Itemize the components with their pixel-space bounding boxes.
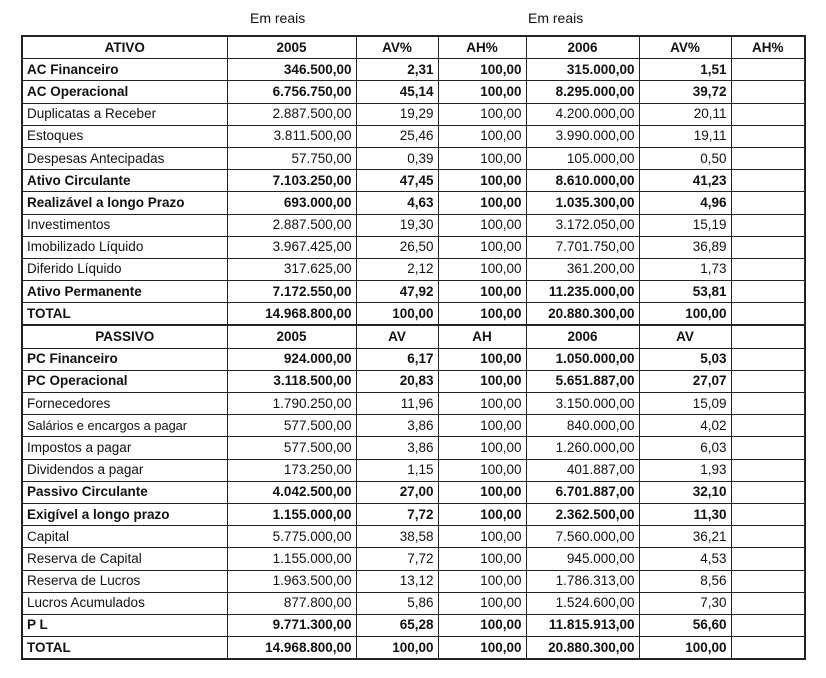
header-cell: PASSIVO [22, 325, 227, 348]
header-cell: 2005 [227, 36, 356, 59]
ah-2006 [731, 393, 805, 415]
av-2006: 56,60 [639, 614, 731, 636]
caption-2006: Em reais [528, 10, 584, 26]
av-2006: 53,81 [639, 281, 731, 303]
value-2005: 3.811.500,00 [227, 125, 356, 147]
ah-2006 [731, 637, 805, 660]
balance-sheet-table [21, 35, 806, 660]
row-label: TOTAL [22, 303, 227, 326]
ah-2005: 100,00 [438, 370, 526, 392]
av-2006: 1,51 [639, 59, 731, 81]
table-row [22, 370, 805, 392]
value-2005: 577.500,00 [227, 437, 356, 459]
ah-2005: 100,00 [438, 348, 526, 370]
header-cell: AH% [438, 36, 526, 59]
av-2005: 19,29 [356, 103, 438, 125]
row-label: P L [22, 614, 227, 636]
av-2006: 19,11 [639, 125, 731, 147]
av-2006: 4,53 [639, 548, 731, 570]
av-2005: 6,17 [356, 348, 438, 370]
ah-2005: 100,00 [438, 303, 526, 326]
value-2006: 3.172.050,00 [526, 214, 639, 236]
ah-2005: 100,00 [438, 236, 526, 258]
value-2006: 1.524.600,00 [526, 592, 639, 614]
table-row [22, 570, 805, 592]
table-row [22, 125, 805, 147]
table-row [22, 303, 805, 326]
ah-2006 [731, 103, 805, 125]
table-row [22, 348, 805, 370]
value-2005: 173.250,00 [227, 459, 356, 481]
ah-2005: 100,00 [438, 592, 526, 614]
av-2005: 7,72 [356, 503, 438, 525]
table-row [22, 236, 805, 258]
value-2005: 2.887.500,00 [227, 214, 356, 236]
value-2005: 57.750,00 [227, 147, 356, 169]
row-label: Despesas Antecipadas [22, 147, 227, 169]
av-2006: 7,30 [639, 592, 731, 614]
table-row [22, 459, 805, 481]
av-2006: 27,07 [639, 370, 731, 392]
ah-2006 [731, 303, 805, 326]
table-row [22, 481, 805, 503]
value-2005: 3.118.500,00 [227, 370, 356, 392]
av-2006: 20,11 [639, 103, 731, 125]
ah-2006 [731, 170, 805, 192]
row-label: TOTAL [22, 637, 227, 660]
row-label: Impostos a pagar [22, 437, 227, 459]
ah-2006 [731, 548, 805, 570]
row-label: PC Financeiro [22, 348, 227, 370]
row-label: Realizável a longo Prazo [22, 192, 227, 214]
header-cell: 2006 [526, 325, 639, 348]
value-2006: 3.150.000,00 [526, 393, 639, 415]
av-2005: 20,83 [356, 370, 438, 392]
av-2006: 11,30 [639, 503, 731, 525]
value-2005: 1.963.500,00 [227, 570, 356, 592]
value-2006: 7.560.000,00 [526, 526, 639, 548]
ah-2006 [731, 415, 805, 437]
av-2005: 45,14 [356, 81, 438, 103]
av-2005: 11,96 [356, 393, 438, 415]
value-2006: 8.295.000,00 [526, 81, 639, 103]
value-2005: 14.968.800,00 [227, 303, 356, 326]
row-label: Ativo Circulante [22, 170, 227, 192]
header-cell: AH [438, 325, 526, 348]
ah-2005: 100,00 [438, 415, 526, 437]
av-2006: 100,00 [639, 637, 731, 660]
ativo-section [22, 36, 805, 325]
value-2006: 8.610.000,00 [526, 170, 639, 192]
ah-2005: 100,00 [438, 192, 526, 214]
ah-2005: 100,00 [438, 59, 526, 81]
value-2005: 4.042.500,00 [227, 481, 356, 503]
ah-2005: 100,00 [438, 170, 526, 192]
ah-2006 [731, 526, 805, 548]
table-row [22, 548, 805, 570]
value-2006: 4.200.000,00 [526, 103, 639, 125]
value-2005: 693.000,00 [227, 192, 356, 214]
av-2006: 6,03 [639, 437, 731, 459]
ah-2005: 100,00 [438, 437, 526, 459]
av-2005: 38,58 [356, 526, 438, 548]
value-2005: 14.968.800,00 [227, 637, 356, 660]
av-2006: 1,73 [639, 258, 731, 280]
value-2006: 11.235.000,00 [526, 281, 639, 303]
ah-2006 [731, 348, 805, 370]
value-2006: 361.200,00 [526, 258, 639, 280]
header-cell: 2006 [526, 36, 639, 59]
av-2005: 2,31 [356, 59, 438, 81]
row-label: PC Operacional [22, 370, 227, 392]
av-2006: 100,00 [639, 303, 731, 326]
row-label: Reserva de Capital [22, 548, 227, 570]
ah-2005: 100,00 [438, 281, 526, 303]
ah-2006 [731, 503, 805, 525]
table-row [22, 393, 805, 415]
value-2006: 105.000,00 [526, 147, 639, 169]
av-2005: 1,15 [356, 459, 438, 481]
value-2005: 577.500,00 [227, 415, 356, 437]
ah-2005: 100,00 [438, 526, 526, 548]
value-2005: 9.771.300,00 [227, 614, 356, 636]
av-2006: 36,89 [639, 236, 731, 258]
ah-2006 [731, 614, 805, 636]
table-row [22, 81, 805, 103]
ah-2005: 100,00 [438, 147, 526, 169]
ah-2006 [731, 258, 805, 280]
ah-2005: 100,00 [438, 570, 526, 592]
table-row [22, 192, 805, 214]
av-2005: 47,92 [356, 281, 438, 303]
value-2005: 7.103.250,00 [227, 170, 356, 192]
ah-2005: 100,00 [438, 637, 526, 660]
table-row [22, 415, 805, 437]
ativo-header-row [22, 36, 805, 59]
table-row [22, 258, 805, 280]
ah-2006 [731, 236, 805, 258]
value-2006: 1.035.300,00 [526, 192, 639, 214]
ah-2005: 100,00 [438, 548, 526, 570]
av-2005: 26,50 [356, 236, 438, 258]
row-label: Estoques [22, 125, 227, 147]
row-label: Duplicatas a Receber [22, 103, 227, 125]
value-2006: 1.260.000,00 [526, 437, 639, 459]
av-2006: 4,96 [639, 192, 731, 214]
av-2005: 19,30 [356, 214, 438, 236]
value-2006: 401.887,00 [526, 459, 639, 481]
row-label: Exigível a longo prazo [22, 503, 227, 525]
header-cell: AV [356, 325, 438, 348]
ah-2005: 100,00 [438, 103, 526, 125]
ah-2005: 100,00 [438, 481, 526, 503]
passivo-header-row [22, 325, 805, 348]
row-label: AC Operacional [22, 81, 227, 103]
value-2006: 3.990.000,00 [526, 125, 639, 147]
av-2005: 7,72 [356, 548, 438, 570]
row-label: Fornecedores [22, 393, 227, 415]
table-row [22, 147, 805, 169]
value-2005: 6.756.750,00 [227, 81, 356, 103]
value-2005: 924.000,00 [227, 348, 356, 370]
av-2006: 4,02 [639, 415, 731, 437]
value-2005: 2.887.500,00 [227, 103, 356, 125]
ah-2005: 100,00 [438, 393, 526, 415]
table-row [22, 614, 805, 636]
value-2005: 317.625,00 [227, 258, 356, 280]
table-row [22, 214, 805, 236]
ah-2006 [731, 81, 805, 103]
av-2005: 0,39 [356, 147, 438, 169]
table-row [22, 592, 805, 614]
av-2006: 36,21 [639, 526, 731, 548]
value-2005: 1.790.250,00 [227, 393, 356, 415]
header-cell: ATIVO [22, 36, 227, 59]
value-2006: 7.701.750,00 [526, 236, 639, 258]
value-2006: 20.880.300,00 [526, 637, 639, 660]
value-2006: 11.815.913,00 [526, 614, 639, 636]
ah-2006 [731, 125, 805, 147]
value-2006: 840.000,00 [526, 415, 639, 437]
row-label: Investimentos [22, 214, 227, 236]
av-2006: 0,50 [639, 147, 731, 169]
header-cell: AV [639, 325, 731, 348]
av-2005: 100,00 [356, 637, 438, 660]
ah-2005: 100,00 [438, 614, 526, 636]
table-row [22, 59, 805, 81]
row-label: Dividendos a pagar [22, 459, 227, 481]
av-2005: 47,45 [356, 170, 438, 192]
av-2006: 32,10 [639, 481, 731, 503]
row-label: Reserva de Lucros [22, 570, 227, 592]
av-2006: 15,19 [639, 214, 731, 236]
value-2006: 1.786.313,00 [526, 570, 639, 592]
value-2006: 315.000,00 [526, 59, 639, 81]
av-2005: 65,28 [356, 614, 438, 636]
table-row [22, 526, 805, 548]
ah-2006 [731, 459, 805, 481]
table-row [22, 170, 805, 192]
table-row [22, 281, 805, 303]
ah-2006 [731, 570, 805, 592]
value-2006: 20.880.300,00 [526, 303, 639, 326]
av-2006: 1,93 [639, 459, 731, 481]
row-label: Salários e encargos a pagar [22, 415, 227, 437]
table-row [22, 103, 805, 125]
passivo-section [22, 325, 805, 659]
av-2006: 8,56 [639, 570, 731, 592]
row-label: Ativo Permanente [22, 281, 227, 303]
av-2005: 13,12 [356, 570, 438, 592]
row-label: AC Financeiro [22, 59, 227, 81]
ah-2006 [731, 437, 805, 459]
ah-2005: 100,00 [438, 81, 526, 103]
header-cell: 2005 [227, 325, 356, 348]
av-2005: 4,63 [356, 192, 438, 214]
av-2005: 5,86 [356, 592, 438, 614]
row-label: Diferido Líquido [22, 258, 227, 280]
caption-2005: Em reais [250, 10, 306, 26]
ah-2006 [731, 147, 805, 169]
av-2006: 41,23 [639, 170, 731, 192]
av-2006: 5,03 [639, 348, 731, 370]
value-2006: 6.701.887,00 [526, 481, 639, 503]
ah-2006 [731, 281, 805, 303]
header-cell: AH% [731, 36, 805, 59]
header-cell [731, 325, 805, 348]
av-2005: 3,86 [356, 415, 438, 437]
ah-2005: 100,00 [438, 125, 526, 147]
av-2005: 3,86 [356, 437, 438, 459]
ah-2006 [731, 592, 805, 614]
ah-2005: 100,00 [438, 214, 526, 236]
ah-2006 [731, 214, 805, 236]
row-label: Lucros Acumulados [22, 592, 227, 614]
value-2005: 1.155.000,00 [227, 503, 356, 525]
header-cell: AV% [639, 36, 731, 59]
row-label: Capital [22, 526, 227, 548]
value-2005: 346.500,00 [227, 59, 356, 81]
ah-2006 [731, 59, 805, 81]
ah-2005: 100,00 [438, 503, 526, 525]
value-2006: 1.050.000,00 [526, 348, 639, 370]
table-row [22, 503, 805, 525]
av-2006: 15,09 [639, 393, 731, 415]
row-label: Passivo Circulante [22, 481, 227, 503]
value-2005: 5.775.000,00 [227, 526, 356, 548]
value-2005: 3.967.425,00 [227, 236, 356, 258]
header-cell: AV% [356, 36, 438, 59]
table-row [22, 637, 805, 660]
value-2006: 5.651.887,00 [526, 370, 639, 392]
ah-2006 [731, 481, 805, 503]
value-2005: 1.155.000,00 [227, 548, 356, 570]
row-label: Imobilizado Líquido [22, 236, 227, 258]
ah-2005: 100,00 [438, 459, 526, 481]
av-2005: 27,00 [356, 481, 438, 503]
av-2005: 25,46 [356, 125, 438, 147]
value-2006: 2.362.500,00 [526, 503, 639, 525]
value-2005: 877.800,00 [227, 592, 356, 614]
value-2006: 945.000,00 [526, 548, 639, 570]
table-row [22, 437, 805, 459]
value-2005: 7.172.550,00 [227, 281, 356, 303]
ah-2006 [731, 370, 805, 392]
ah-2006 [731, 192, 805, 214]
av-2006: 39,72 [639, 81, 731, 103]
av-2005: 100,00 [356, 303, 438, 326]
ah-2005: 100,00 [438, 258, 526, 280]
av-2005: 2,12 [356, 258, 438, 280]
